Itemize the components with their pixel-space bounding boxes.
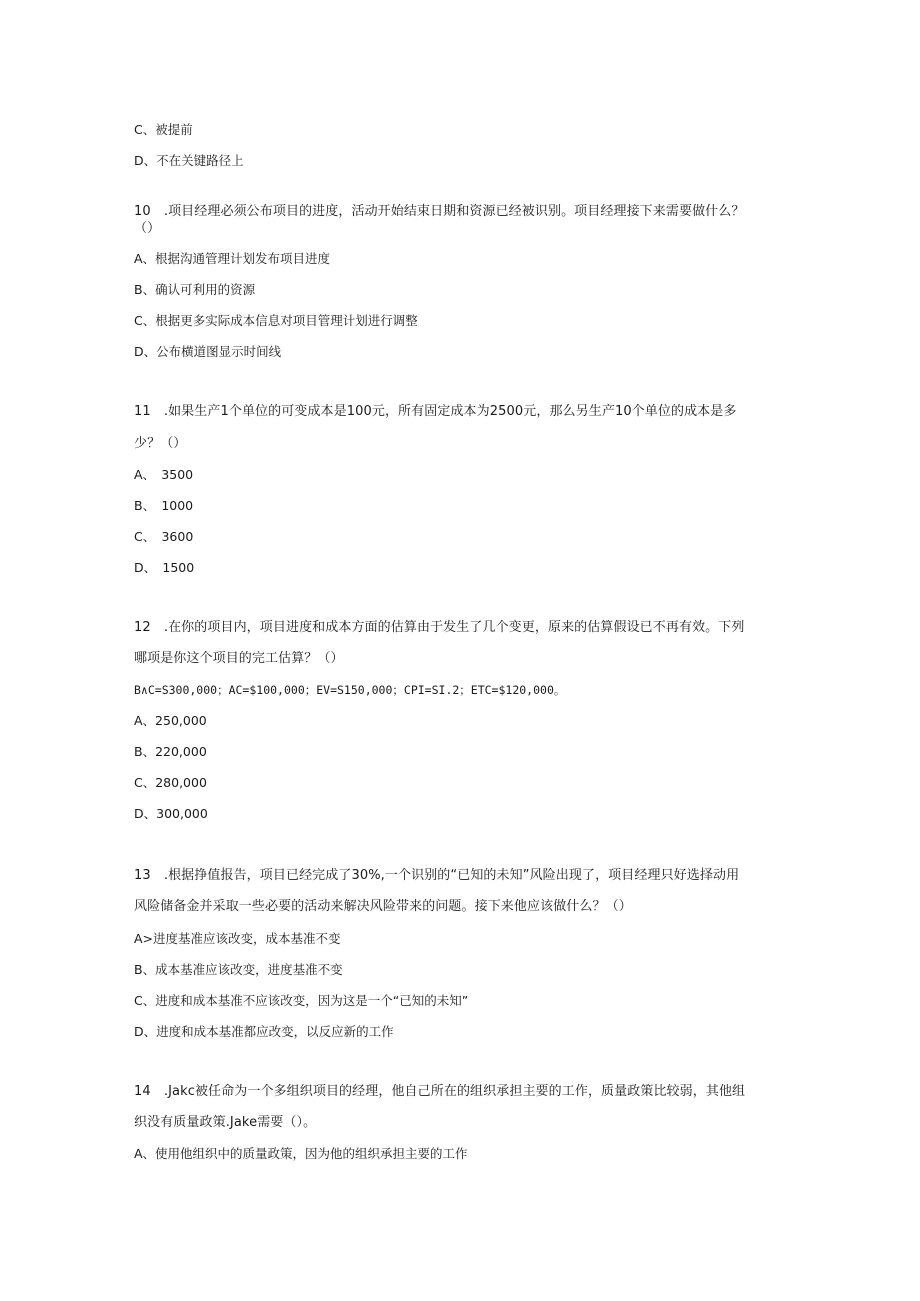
q11-option-c: C、 3600 <box>134 529 194 544</box>
q10-option-a: A、根据沟通管理计划发布项目进度 <box>134 251 331 266</box>
q10-option-b: B、确认可利用的资源 <box>134 282 256 297</box>
q12-option-c: C、280,000 <box>134 775 207 790</box>
q9-option-c: C、被提前 <box>134 122 193 137</box>
q12-option-b: B、220,000 <box>134 744 207 759</box>
q10-option-d: D、公布横道图显示时间线 <box>134 344 282 359</box>
q11-option-d: D、 1500 <box>134 560 195 575</box>
q11-stem-line2: 少？（） <box>134 436 187 451</box>
q14-stem-line1: 14 .Jakc被任命为一个多组织项目的经理，他自己所在的组织承担主要的工作，质量政策比较弱，其他组 <box>134 1084 746 1099</box>
q14-option-a: A、使用他组织中的质量政策，因为他的组织承担主要的工作 <box>134 1146 468 1161</box>
q13-stem-line2: 风险储备金并采取一些必要的活动来解决风险带来的问题。接下来他应该做什么？（） <box>134 899 632 914</box>
q13-option-b: B、成本基准应该改变，进度基准不变 <box>134 962 343 977</box>
q13-option-a: A>进度基准应该改变，成本基准不变 <box>134 931 341 946</box>
q12-stem-line1: 12 .在你的项目内，项目进度和成本方面的估算由于发生了几个变更，原来的估算假设已不再有效。下列 <box>134 620 745 635</box>
q12-option-a: A、250,000 <box>134 713 207 728</box>
q14-stem-line2: 织没有质量政策.Jake需要（）。 <box>134 1115 317 1130</box>
q12-stem-line2: 哪项是你这个项目的完工估算？（） <box>134 651 344 666</box>
q10-stem-line1: 10 .项目经理必须公布项目的进度，活动开始结束日期和资源已经被识别。项目经理接下来需要做什么？ <box>134 204 745 219</box>
q10-stem-line2: （） <box>134 221 161 236</box>
q12-given-values: B∧C=S300,000；AC=$100,000；EV=S150,000；CPI=SI.2；ETC=$120,000。 <box>134 683 566 697</box>
q13-option-d: D、进度和成本基准都应改变，以反应新的工作 <box>134 1024 394 1039</box>
q11-stem-line1: 11 .如果生产1个单位的可变成本是100元，所有固定成本为2500元，那么另生产10个单位的成本是多 <box>134 404 737 419</box>
q13-stem-line1: 13 .根据挣值报告，项目已经完成了30%,一个识别的“已知的未知”风险出现了，项目经理只好选择动用 <box>134 868 740 883</box>
q13-option-c: C、进度和成本基准不应该改变，因为这是一个“已知的未知” <box>134 993 469 1008</box>
q9-option-d: D、不在关键路径上 <box>134 153 244 168</box>
q12-option-d: D、300,000 <box>134 806 208 821</box>
q11-option-a: A、 3500 <box>134 467 194 482</box>
q10-option-c: C、根据更多实际成本信息对项目管理计划进行调整 <box>134 313 418 328</box>
q11-option-b: B、 1000 <box>134 498 194 513</box>
